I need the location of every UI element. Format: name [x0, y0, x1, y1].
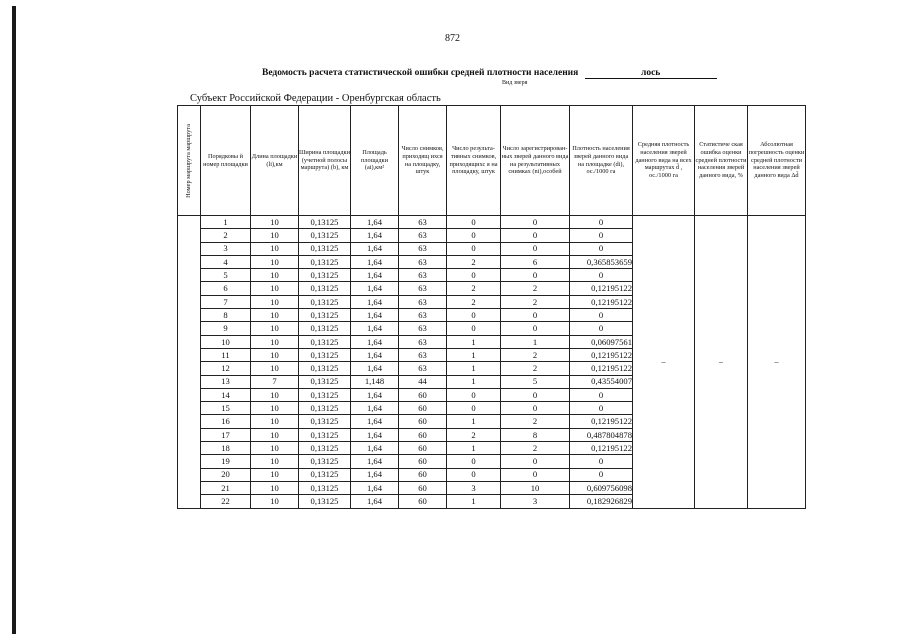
header-route-number: Номер маршрута маршрута: [178, 106, 201, 216]
area-cell: 1,64: [351, 242, 399, 255]
length-cell: 10: [251, 362, 299, 375]
photo-count-cell: 60: [399, 402, 447, 415]
result-photos-cell: 0: [447, 229, 501, 242]
photo-count-cell: 60: [399, 495, 447, 508]
density-cell: 0,43554007: [570, 375, 633, 388]
animal-count-cell: 3: [501, 495, 570, 508]
result-photos-cell: 1: [447, 335, 501, 348]
header-photo-count: Число снимков, приходящ ихся на площадку, штук: [399, 106, 447, 216]
area-cell: 1,64: [351, 335, 399, 348]
plot-number-cell: 1: [201, 216, 251, 229]
area-cell: 1,64: [351, 348, 399, 361]
header-plot-width: Ширина площадки (учетной полосы маршрута) (b), км: [299, 106, 351, 216]
density-cell: 0: [570, 322, 633, 335]
width-cell: 0,13125: [299, 468, 351, 481]
result-photos-cell: 2: [447, 295, 501, 308]
photo-count-cell: 60: [399, 481, 447, 494]
table-header-row: [178, 106, 806, 216]
calculation-table: [177, 105, 806, 509]
density-cell: 0: [570, 388, 633, 401]
width-cell: 0,13125: [299, 442, 351, 455]
header-animal-count: Число зарегистрирован- ных зверей данного вида на результативных снимках (ni),особей: [501, 106, 570, 216]
photo-count-cell: 63: [399, 242, 447, 255]
length-cell: 10: [251, 442, 299, 455]
length-cell: 10: [251, 309, 299, 322]
header-plot-number: Порядковы й номер площадки: [201, 106, 251, 216]
density-cell: 0: [570, 309, 633, 322]
result-photos-cell: 1: [447, 495, 501, 508]
length-cell: 10: [251, 242, 299, 255]
area-cell: 1,64: [351, 309, 399, 322]
length-cell: 10: [251, 282, 299, 295]
animal-count-cell: 0: [501, 269, 570, 282]
photo-count-cell: 60: [399, 442, 447, 455]
density-cell: 0: [570, 229, 633, 242]
subject-line: Субъект Российской Федерации - Оренбургская область: [190, 93, 441, 104]
density-cell: 0: [570, 402, 633, 415]
photo-count-cell: 63: [399, 295, 447, 308]
animal-species-caption: Вид зверя: [502, 80, 528, 86]
width-cell: 0,13125: [299, 229, 351, 242]
area-cell: 1,64: [351, 468, 399, 481]
length-cell: 10: [251, 295, 299, 308]
length-cell: 10: [251, 468, 299, 481]
header-mean-density: Средняя плотность населения зверей данного вида на всех маршрутах d̄ , ос./1000 га: [633, 106, 695, 216]
length-cell: 10: [251, 495, 299, 508]
plot-number-cell: 10: [201, 335, 251, 348]
plot-number-cell: 19: [201, 455, 251, 468]
result-photos-cell: 1: [447, 375, 501, 388]
animal-count-cell: 0: [501, 216, 570, 229]
width-cell: 0,13125: [299, 428, 351, 441]
result-photos-cell: 0: [447, 242, 501, 255]
animal-count-cell: 0: [501, 322, 570, 335]
density-cell: 0,12195122: [570, 348, 633, 361]
density-cell: 0,487804878: [570, 428, 633, 441]
width-cell: 0,13125: [299, 481, 351, 494]
document-title-text: Ведомость расчета статистической ошибки средней плотности населения: [262, 68, 579, 78]
result-photos-cell: 2: [447, 428, 501, 441]
animal-count-cell: 0: [501, 455, 570, 468]
header-plot-length: Длина площадки (li),км: [251, 106, 299, 216]
document-title: [262, 68, 717, 79]
result-photos-cell: 0: [447, 216, 501, 229]
result-photos-cell: 2: [447, 282, 501, 295]
photo-count-cell: 63: [399, 322, 447, 335]
photo-count-cell: 63: [399, 216, 447, 229]
length-cell: 10: [251, 216, 299, 229]
width-cell: 0,13125: [299, 309, 351, 322]
animal-count-cell: 5: [501, 375, 570, 388]
result-photos-cell: 1: [447, 415, 501, 428]
result-photos-cell: 2: [447, 255, 501, 268]
plot-number-cell: 6: [201, 282, 251, 295]
animal-count-cell: 2: [501, 282, 570, 295]
result-photos-cell: 0: [447, 269, 501, 282]
animal-count-cell: 2: [501, 362, 570, 375]
animal-count-cell: 0: [501, 468, 570, 481]
route-number-cell: [178, 216, 201, 509]
width-cell: 0,13125: [299, 282, 351, 295]
table-row: [178, 216, 806, 229]
width-cell: 0,13125: [299, 495, 351, 508]
animal-count-cell: 0: [501, 388, 570, 401]
plot-number-cell: 16: [201, 415, 251, 428]
plot-number-cell: 14: [201, 388, 251, 401]
abs-error-cell: –: [748, 216, 806, 509]
area-cell: 1,64: [351, 428, 399, 441]
plot-number-cell: 15: [201, 402, 251, 415]
photo-count-cell: 63: [399, 282, 447, 295]
result-photos-cell: 0: [447, 309, 501, 322]
density-cell: 0: [570, 269, 633, 282]
result-photos-cell: 0: [447, 322, 501, 335]
result-photos-cell: 0: [447, 388, 501, 401]
width-cell: 0,13125: [299, 402, 351, 415]
width-cell: 0,13125: [299, 216, 351, 229]
width-cell: 0,13125: [299, 375, 351, 388]
length-cell: 10: [251, 415, 299, 428]
stat-error-cell: –: [695, 216, 748, 509]
photo-count-cell: 60: [399, 388, 447, 401]
area-cell: 1,64: [351, 495, 399, 508]
width-cell: 0,13125: [299, 362, 351, 375]
length-cell: 10: [251, 322, 299, 335]
header-abs-error: Абсолютная погрешность оценки средней плотности населения зверей данного вида Δd̄: [748, 106, 806, 216]
density-cell: 0: [570, 216, 633, 229]
photo-count-cell: 63: [399, 255, 447, 268]
photo-count-cell: 60: [399, 455, 447, 468]
header-plot-density: Плотность населения зверей данного вида на площадке (di), ос./1000 га: [570, 106, 633, 216]
length-cell: 10: [251, 402, 299, 415]
animal-count-cell: 6: [501, 255, 570, 268]
photo-count-cell: 44: [399, 375, 447, 388]
area-cell: 1,64: [351, 455, 399, 468]
area-cell: 1,64: [351, 282, 399, 295]
length-cell: 10: [251, 269, 299, 282]
area-cell: 1,64: [351, 322, 399, 335]
area-cell: 1,64: [351, 481, 399, 494]
density-cell: 0: [570, 468, 633, 481]
width-cell: 0,13125: [299, 415, 351, 428]
density-cell: 0,12195122: [570, 415, 633, 428]
width-cell: 0,13125: [299, 388, 351, 401]
width-cell: 0,13125: [299, 255, 351, 268]
density-cell: 0,12195122: [570, 295, 633, 308]
length-cell: 10: [251, 481, 299, 494]
scan-left-edge: [12, 6, 16, 634]
density-cell: 0,06097561: [570, 335, 633, 348]
area-cell: 1,148: [351, 375, 399, 388]
plot-number-cell: 18: [201, 442, 251, 455]
animal-count-cell: 10: [501, 481, 570, 494]
plot-number-cell: 5: [201, 269, 251, 282]
width-cell: 0,13125: [299, 295, 351, 308]
header-result-photos: Число результа- тивных снимков, приходящихс я на площадку, штук: [447, 106, 501, 216]
density-cell: 0,12195122: [570, 282, 633, 295]
photo-count-cell: 63: [399, 309, 447, 322]
area-cell: 1,64: [351, 388, 399, 401]
animal-count-cell: 0: [501, 229, 570, 242]
width-cell: 0,13125: [299, 322, 351, 335]
density-cell: 0: [570, 242, 633, 255]
length-cell: 10: [251, 388, 299, 401]
photo-count-cell: 60: [399, 415, 447, 428]
animal-count-cell: 2: [501, 442, 570, 455]
density-cell: 0,12195122: [570, 362, 633, 375]
width-cell: 0,13125: [299, 335, 351, 348]
area-cell: 1,64: [351, 295, 399, 308]
mean-density-cell: –: [633, 216, 695, 509]
animal-count-cell: 0: [501, 309, 570, 322]
area-cell: 1,64: [351, 442, 399, 455]
density-cell: 0: [570, 455, 633, 468]
plot-number-cell: 20: [201, 468, 251, 481]
length-cell: 10: [251, 348, 299, 361]
plot-number-cell: 9: [201, 322, 251, 335]
animal-species: лось: [585, 68, 717, 79]
plot-number-cell: 17: [201, 428, 251, 441]
length-cell: 10: [251, 455, 299, 468]
plot-number-cell: 22: [201, 495, 251, 508]
density-cell: 0,365853659: [570, 255, 633, 268]
area-cell: 1,64: [351, 269, 399, 282]
plot-number-cell: 7: [201, 295, 251, 308]
animal-count-cell: 2: [501, 295, 570, 308]
length-cell: 10: [251, 255, 299, 268]
width-cell: 0,13125: [299, 455, 351, 468]
animal-count-cell: 8: [501, 428, 570, 441]
result-photos-cell: 1: [447, 442, 501, 455]
photo-count-cell: 63: [399, 348, 447, 361]
area-cell: 1,64: [351, 229, 399, 242]
photo-count-cell: 63: [399, 362, 447, 375]
area-cell: 1,64: [351, 216, 399, 229]
length-cell: 10: [251, 229, 299, 242]
photo-count-cell: 63: [399, 335, 447, 348]
length-cell: 7: [251, 375, 299, 388]
animal-count-cell: 1: [501, 335, 570, 348]
length-cell: 10: [251, 428, 299, 441]
plot-number-cell: 12: [201, 362, 251, 375]
result-photos-cell: 0: [447, 468, 501, 481]
plot-number-cell: 3: [201, 242, 251, 255]
photo-count-cell: 60: [399, 468, 447, 481]
density-cell: 0,182926829: [570, 495, 633, 508]
area-cell: 1,64: [351, 362, 399, 375]
width-cell: 0,13125: [299, 269, 351, 282]
area-cell: 1,64: [351, 402, 399, 415]
result-photos-cell: 3: [447, 481, 501, 494]
density-cell: 0,609756098: [570, 481, 633, 494]
result-photos-cell: 1: [447, 362, 501, 375]
area-cell: 1,64: [351, 415, 399, 428]
animal-count-cell: 0: [501, 242, 570, 255]
header-plot-area: Площадь площадки (ai),км²: [351, 106, 399, 216]
animal-count-cell: 2: [501, 415, 570, 428]
result-photos-cell: 1: [447, 348, 501, 361]
animal-count-cell: 2: [501, 348, 570, 361]
width-cell: 0,13125: [299, 242, 351, 255]
plot-number-cell: 13: [201, 375, 251, 388]
page-number: 872: [445, 33, 460, 44]
header-stat-error: Статистиче ская ошибка оценки средней плотности населения зверей данного вида, %: [695, 106, 748, 216]
result-photos-cell: 0: [447, 455, 501, 468]
photo-count-cell: 60: [399, 428, 447, 441]
width-cell: 0,13125: [299, 348, 351, 361]
area-cell: 1,64: [351, 255, 399, 268]
plot-number-cell: 4: [201, 255, 251, 268]
plot-number-cell: 8: [201, 309, 251, 322]
animal-count-cell: 0: [501, 402, 570, 415]
result-photos-cell: 0: [447, 402, 501, 415]
density-cell: 0,12195122: [570, 442, 633, 455]
length-cell: 10: [251, 335, 299, 348]
plot-number-cell: 11: [201, 348, 251, 361]
photo-count-cell: 63: [399, 269, 447, 282]
plot-number-cell: 21: [201, 481, 251, 494]
photo-count-cell: 63: [399, 229, 447, 242]
plot-number-cell: 2: [201, 229, 251, 242]
